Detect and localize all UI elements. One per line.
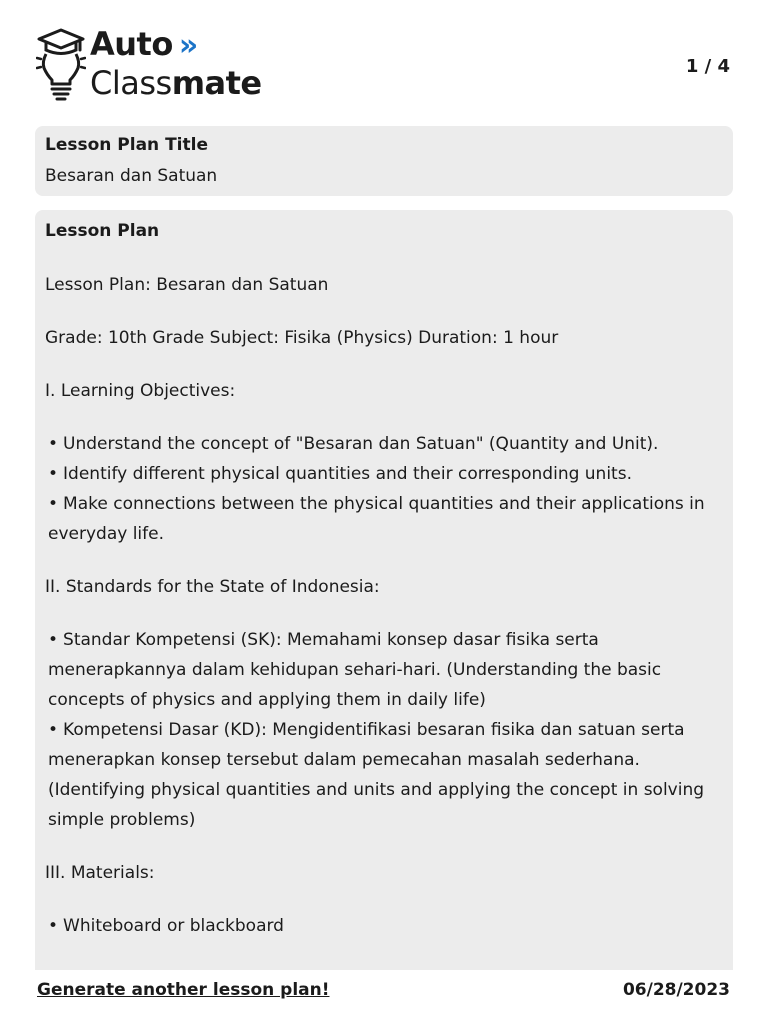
lesson-plan-bullet-item: • Identify different physical quantities and their corresponding units. <box>45 459 723 489</box>
lesson-plan-paragraph: Grade: 10th Grade Subject: Fisika (Physics) Duration: 1 hour <box>45 328 559 348</box>
lesson-plan-paragraph: Lesson Plan: Besaran dan Satuan <box>45 275 329 295</box>
lightbulb-graduation-cap-icon <box>36 28 86 102</box>
lesson-plan-bullet-item: • Understand the concept of "Besaran dan Satuan" (Quantity and Unit). <box>45 429 723 459</box>
auto-classmate-logo <box>36 26 296 106</box>
lesson-plan-bullet-list <box>45 625 723 835</box>
logo-word-mate: mate <box>171 64 262 102</box>
generate-another-lesson-plan-link[interactable]: Generate another lesson plan! <box>37 980 330 1000</box>
logo-word-auto: Auto <box>90 25 173 63</box>
lesson-plan-card <box>35 210 733 970</box>
logo-word-class: Class <box>90 64 172 102</box>
lesson-plan-title-value: Besaran dan Satuan <box>45 166 218 186</box>
lesson-plan-paragraph: II. Standards for the State of Indonesia: <box>45 577 380 597</box>
lesson-plan-bullet-item: • Standar Kompetensi (SK): Memahami konsep dasar fisika serta menerapkannya dalam kehidupan sehari-hari. (Understanding the basic concepts of physics and applying them in daily life) <box>45 625 723 715</box>
page-number: 1 / 4 <box>685 56 730 77</box>
page-header <box>36 26 732 106</box>
logo-wordmark-line1 <box>90 26 198 64</box>
lesson-plan-body <box>45 270 723 964</box>
lesson-plan-paragraph: I. Learning Objectives: <box>45 381 236 401</box>
lesson-plan-bullet-item: • Whiteboard or blackboard <box>45 911 723 941</box>
lesson-plan-bullet-item: • Kompetensi Dasar (KD): Mengidentifikasi besaran fisika dan satuan serta menerapkan konsep tersebut dalam pemecahan masalah sederhana. (Identifying physical quantities and units and applying the concept in solving simple problems) <box>45 715 723 835</box>
lesson-plan-bullet-list <box>45 429 723 549</box>
lesson-plan-paragraph: III. Materials: <box>45 863 155 883</box>
logo-wordmark-line2 <box>90 64 262 102</box>
footer-date: 06/28/2023 <box>622 980 730 1000</box>
lesson-plan-title-card <box>35 126 733 196</box>
lesson-plan-bullet-item: • Make connections between the physical quantities and their applications in everyday life. <box>45 489 723 549</box>
double-chevron-right-icon: » <box>178 28 198 63</box>
lesson-plan-heading: Lesson Plan <box>45 221 160 241</box>
lesson-plan-bullet-list <box>45 911 723 941</box>
lesson-plan-title-heading: Lesson Plan Title <box>45 135 208 155</box>
